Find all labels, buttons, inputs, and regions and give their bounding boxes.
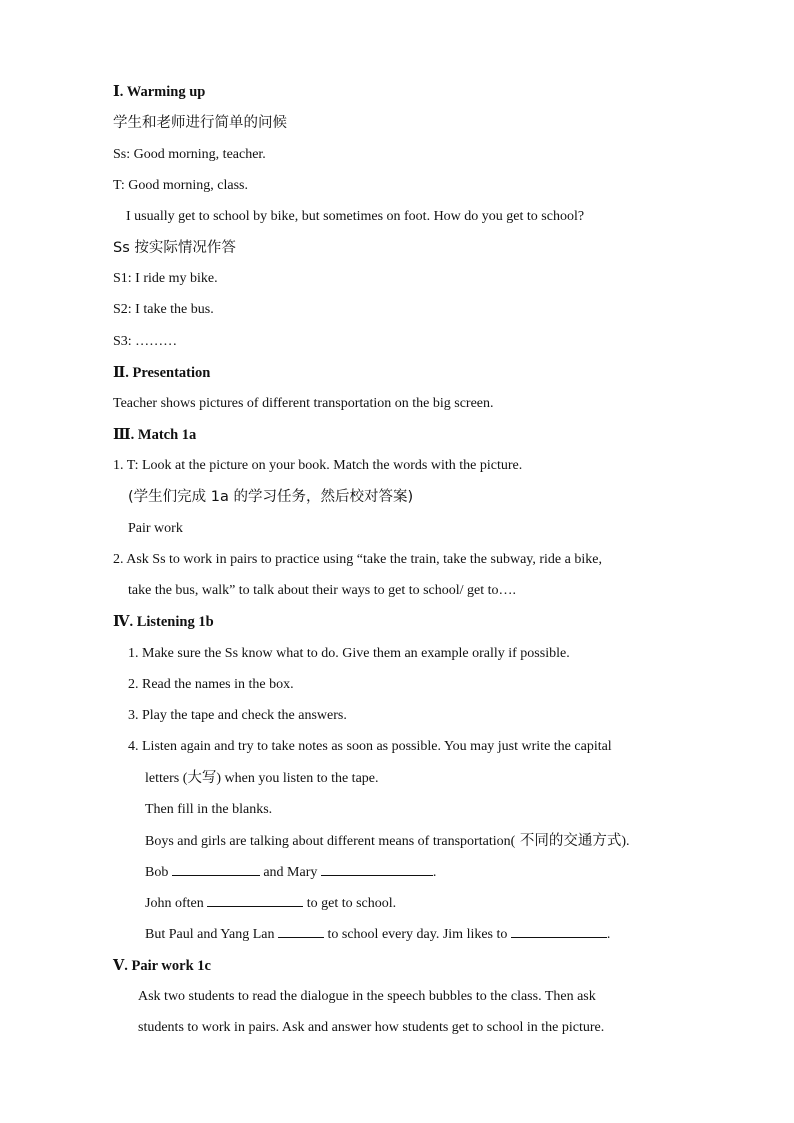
- match-item-2-cont: take the bus, walk” to talk about their ways to get to school/ get to….: [128, 583, 517, 598]
- dialogue-line: S1: I ride my bike.: [113, 271, 218, 286]
- pair-work-text-cont: students to work in pairs. Ask and answer how students get to school in the picture.: [138, 1020, 605, 1035]
- answer-blank[interactable]: [207, 894, 303, 907]
- pair-work-label: Pair work: [128, 521, 183, 536]
- blank-line-bob: [145, 863, 436, 882]
- listening-item-4: 4. Listen again and try to take notes as soon as possible. You may just write the capital: [128, 739, 612, 754]
- text-segment: .: [606, 927, 611, 942]
- pair-work-text: Ask two students to read the dialogue in the speech bubbles to the class. Then ask: [138, 989, 596, 1004]
- listening-item-2: 2. Read the names in the box.: [128, 677, 294, 692]
- dialogue-line: Ss 按实际情况作答: [113, 240, 236, 256]
- answer-blank[interactable]: [321, 863, 433, 876]
- dialogue-line: S3: ………: [113, 334, 178, 349]
- listening-item-3: 3. Play the tape and check the answers.: [128, 708, 347, 723]
- text-segment: Bob: [145, 865, 169, 880]
- text-segment: letters (: [145, 771, 188, 786]
- section-heading-listening: Ⅳ. Listening 1b: [113, 614, 214, 630]
- text-segment: ).: [621, 834, 630, 849]
- fill-instruction: Then fill in the blanks.: [145, 802, 273, 817]
- text-segment: to get to school.: [306, 896, 397, 911]
- cn-phrase: 不同的交通方式: [515, 833, 622, 849]
- cn-word: 大写: [187, 770, 217, 786]
- section-heading-presentation: Ⅱ. Presentation: [113, 365, 211, 381]
- presentation-text: Teacher shows pictures of different transportation on the big screen.: [113, 396, 494, 411]
- answer-blank[interactable]: [278, 925, 324, 938]
- match-item-1: 1. T: Look at the picture on your book. Match the words with the picture.: [113, 458, 523, 473]
- section-heading-match: Ⅲ. Match 1a: [113, 427, 197, 443]
- match-cn-note: (学生们完成 1a 的学习任务，然后校对答案): [128, 489, 414, 505]
- listening-item-4-cont: [145, 769, 379, 788]
- dialogue-line: Ss: Good morning, teacher.: [113, 147, 266, 162]
- section-heading-pair-work: Ⅴ. Pair work 1c: [113, 958, 211, 974]
- text-segment: But Paul and Yang Lan: [145, 927, 275, 942]
- answer-blank[interactable]: [511, 925, 607, 938]
- blank-line-john: [145, 894, 396, 913]
- boys-girls-sentence: [145, 832, 630, 851]
- dialogue-line: S2: I take the bus.: [113, 302, 214, 317]
- blank-line-paul: [145, 925, 610, 944]
- listening-item-1: 1. Make sure the Ss know what to do. Give them an example orally if possible.: [128, 646, 570, 661]
- dialogue-line: T: Good morning, class.: [113, 178, 249, 193]
- answer-blank[interactable]: [172, 863, 260, 876]
- text-segment: Boys and girls are talking about different means of transportation(: [145, 834, 516, 849]
- text-segment: .: [432, 865, 437, 880]
- dialogue-line: I usually get to school by bike, but sometimes on foot. How do you get to school?: [126, 209, 585, 224]
- text-segment: ) when you listen to the tape.: [216, 771, 379, 786]
- text-segment: John often: [145, 896, 204, 911]
- section-heading-warming-up: Ⅰ. Warming up: [113, 84, 206, 100]
- match-item-2: 2. Ask Ss to work in pairs to practice using “take the train, take the subway, ride a bike,: [113, 552, 602, 567]
- text-segment: to school every day. Jim likes to: [327, 927, 508, 942]
- text-segment: and Mary: [263, 865, 318, 880]
- cn-note-greeting: 学生和老师进行简单的问候: [113, 115, 287, 131]
